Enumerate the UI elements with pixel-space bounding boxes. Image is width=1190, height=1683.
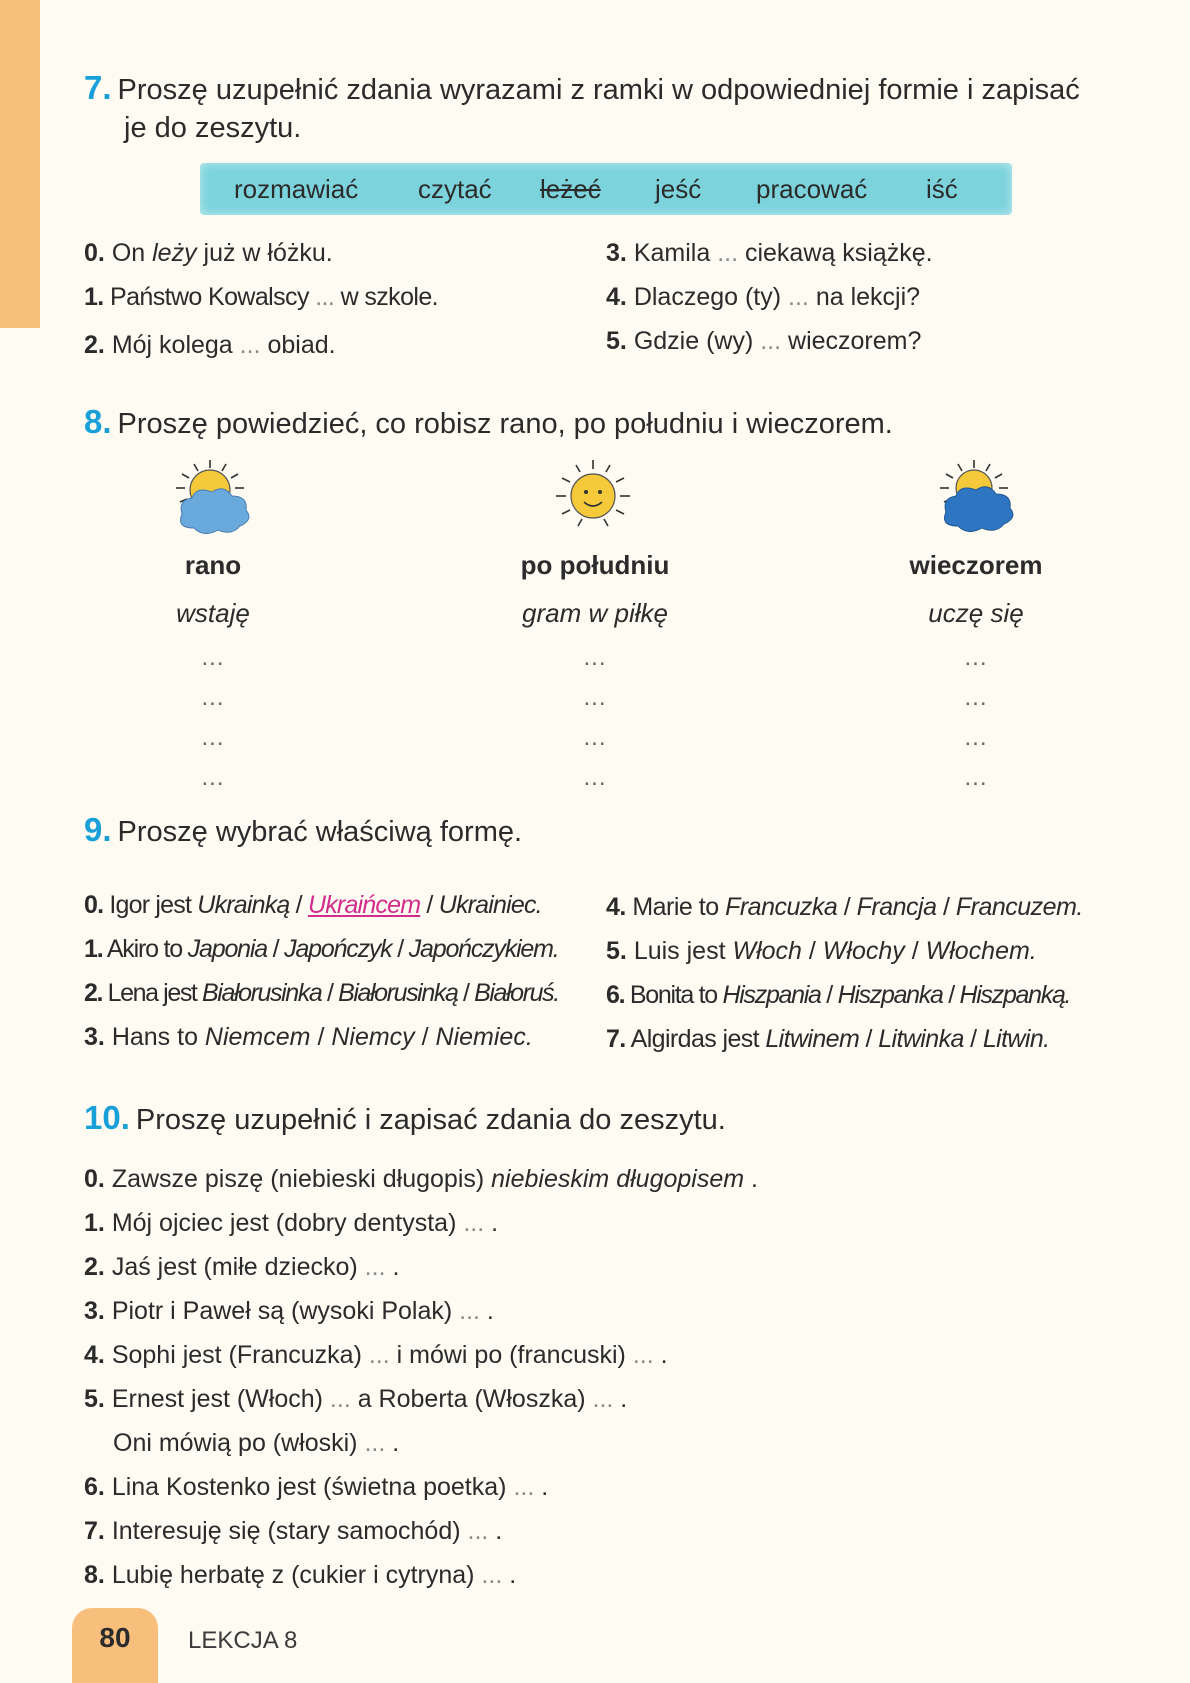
ex10-item: 6. Lina Kostenko jest (świetna poetka) ... . [84, 1473, 549, 1501]
ex9-item: 6. Bonita to Hiszpania / Hiszpanka / Hiszpanką. [606, 981, 1071, 1009]
ex10-item: 0. Zawsze piszę (niebieski długopis) niebieskim długopisem . [84, 1165, 758, 1193]
blank-dots: ... [201, 684, 225, 711]
exercise-7-title-line2: je do zeszytu. [124, 112, 302, 144]
ex7-item: 2. Mój kolega ... obiad. [84, 331, 336, 359]
lesson-label: LEKCJA 8 [188, 1627, 298, 1654]
column-example: gram w piłkę [522, 598, 668, 628]
ex10-item: 7. Interesuję się (stary samochód) ... . [84, 1517, 503, 1545]
ex10-item: 3. Piotr i Paweł są (wysoki Polak) ... . [84, 1297, 494, 1325]
blank-dots: ... [964, 684, 988, 711]
ex9-item: 1. Akiro to Japonia / Japończyk / Japończykiem. [84, 935, 559, 963]
word-struck: leżeć [540, 174, 601, 204]
word-box [200, 163, 1012, 215]
ex10-item: 4. Sophi jest (Francuzka) ... i mówi po (francuski) ... . [84, 1341, 668, 1369]
exercise-7-title: 7. Proszę uzupełnić zdania wyrazami z ramki w odpowiedniej formie i zapisać [84, 69, 1080, 106]
word: rozmawiać [234, 174, 359, 204]
sun-behind-dark-cloud-icon [932, 458, 1022, 538]
page-number: 80 [99, 1622, 131, 1653]
ex7-item: 4. Dlaczego (ty) ... na lekcji? [606, 283, 921, 311]
blank-dots: ... [964, 644, 988, 671]
side-tab [0, 0, 40, 328]
ex10-item: 8. Lubię herbatę z (cukier i cytryna) ... . [84, 1561, 517, 1589]
ex10-item: 2. Jaś jest (miłe dziecko) ... . [84, 1253, 400, 1281]
ex9-item: 4. Marie to Francuzka / Francja / Francuzem. [606, 893, 1083, 921]
sun-behind-cloud-icon [168, 458, 258, 538]
blank-dots: ... [964, 764, 988, 791]
word: jeść [655, 174, 702, 204]
ex7-item: 5. Gdzie (wy) ... wieczorem? [606, 327, 922, 355]
ex10-item: 1. Mój ojciec jest (dobry dentysta) ... . [84, 1209, 499, 1237]
word: iść [926, 174, 958, 204]
exercise-7-number: 7. [84, 69, 112, 106]
column-head-morning: rano [184, 550, 242, 580]
ex7-item: 0. On leży już w łóżku. [84, 239, 333, 267]
exercise-9-title: 9. Proszę wybrać właściwą formę. [84, 811, 523, 848]
ex9-item: 7. Algirdas jest Litwinem / Litwinka / Litwin. [606, 1025, 1050, 1053]
ex7-item: 3. Kamila ... ciekawą książkę. [606, 239, 933, 267]
blank-dots: ... [201, 644, 225, 671]
ex9-item: 5. Luis jest Włoch / Włochy / Włochem. [606, 937, 1037, 965]
blank-dots: ... [964, 724, 988, 751]
ex9-item: 3. Hans to Niemcem / Niemcy / Niemiec. [84, 1023, 533, 1051]
blank-dots: ... [201, 724, 225, 751]
blank-dots: ... [201, 764, 225, 791]
sun-icon [548, 458, 638, 538]
column-example: uczę się [928, 598, 1024, 628]
column-example: wstaję [176, 598, 250, 628]
blank-dots: ... [583, 764, 607, 791]
word: czytać [418, 174, 492, 204]
exercise-10-title: 10. Proszę uzupełnić i zapisać zdania do zeszytu. [84, 1099, 726, 1136]
exercise-8-title: 8. Proszę powiedzieć, co robisz rano, po południu i wieczorem. [84, 403, 893, 440]
ex10-item: Oni mówią po (włoski) ... . [113, 1429, 400, 1457]
ex10-item: 5. Ernest jest (Włoch) ... a Roberta (Włoszka) ... . [84, 1385, 628, 1413]
word: pracować [756, 174, 868, 204]
column-head-afternoon: po południu [520, 550, 670, 580]
ex7-item: 1. Państwo Kowalscy ... w szkole. [84, 283, 438, 311]
ex9-item: 2. Lena jest Białorusinka / Białorusinką / Białoruś. [84, 979, 559, 1007]
blank-dots: ... [583, 644, 607, 671]
ex9-item: 0. Igor jest Ukrainką / Ukraińcem / Ukrainiec. [84, 891, 542, 919]
blank-dots: ... [583, 724, 607, 751]
selected-option: Ukraińcem [307, 891, 421, 919]
blank-dots: ... [583, 684, 607, 711]
column-head-evening: wieczorem [909, 550, 1043, 580]
